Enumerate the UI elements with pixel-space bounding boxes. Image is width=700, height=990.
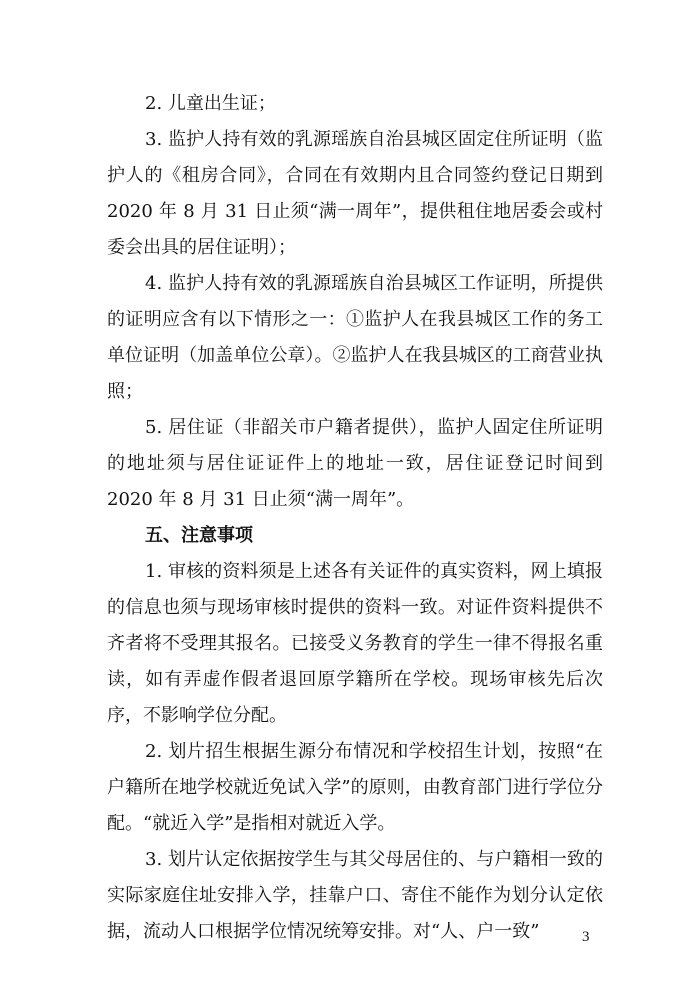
page-number: 3: [582, 929, 590, 945]
note-item-3: 3. 划片认定依据按学生与其父母居住的、与户籍相一致的实际家庭住址安排入学，挂靠户口、寄住不能作为划分认定依据，流动人口根据学位情况统筹安排。对“人、户一致”: [107, 849, 603, 942]
note-item-2: 2. 划片招生根据生源分布情况和学校招生计划，按照“在户籍所在地学校就近免试入学”的原则，由教育部门进行学位分配。“就近入学”是指相对就近入学。: [107, 741, 603, 834]
document-body: [107, 86, 603, 950]
note-item-1: 1. 审核的资料须是上述各有关证件的真实资料，网上填报的信息也须与现场审核时提供的资料一致。对证件资料提供不齐者将不受理其报名。已接受义务教育的学生一律不得报名重读，如有弄虚作假者退回原学籍所在学校。现场审核先后次序，不影响学位分配。: [107, 561, 603, 726]
requirement-item-3: 3. 监护人持有效的乳源瑶族自治县城区固定住所证明（监护人的《租房合同》，合同在有效期内且合同签约登记日期到 2020 年 8 月 31 日止须“满一周年”，提供租住地居委会或村委会出具的居住证明）；: [107, 129, 603, 258]
requirement-item-2: 2. 儿童出生证；: [145, 93, 276, 114]
requirement-item-4: 4. 监护人持有效的乳源瑶族自治县城区工作证明，所提供的证明应含有以下情形之一：①监护人在我县城区工作的务工单位证明（加盖单位公章）。②监护人在我县城区的工商营业执照；: [107, 273, 603, 402]
requirement-item-5: 5. 居住证（非韶关市户籍者提供），监护人固定住所证明的地址须与居住证证件上的地址一致，居住证登记时间到 2020 年 8 月 31 日止须“满一周年”。: [107, 417, 603, 510]
section-heading: 五、注意事项: [145, 525, 253, 546]
